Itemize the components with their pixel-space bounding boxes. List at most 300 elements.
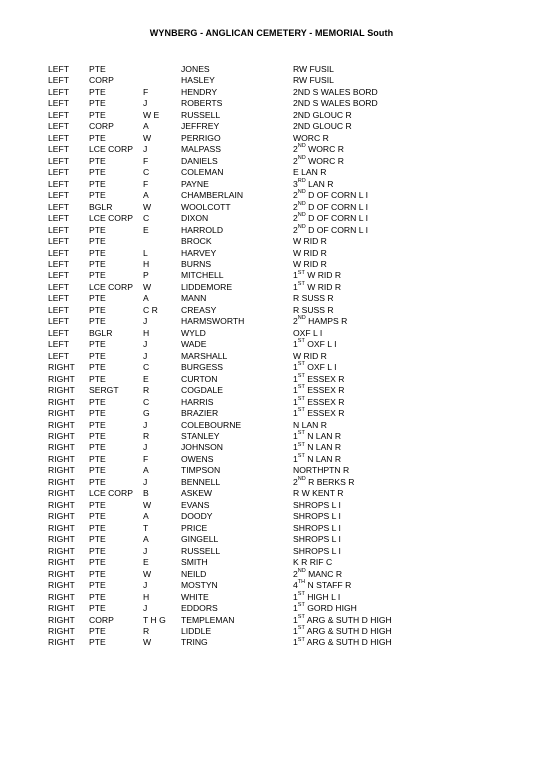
rank: PTE bbox=[89, 603, 106, 614]
initials: C bbox=[143, 362, 150, 373]
regiment bbox=[293, 167, 326, 178]
roster-row bbox=[0, 64, 543, 75]
regiment bbox=[293, 156, 344, 167]
regiment bbox=[293, 500, 341, 511]
surname: JONES bbox=[181, 64, 210, 74]
regiment-name: ARG & SUTH D HIGH bbox=[306, 614, 392, 625]
regiment-name: W RID R bbox=[293, 247, 327, 258]
memorial-side: RIGHT bbox=[48, 476, 75, 487]
regiment bbox=[293, 316, 347, 327]
surname: RUSSELL bbox=[181, 545, 221, 556]
rank: PTE bbox=[89, 293, 106, 304]
surname: CHAMBERLAIN bbox=[181, 190, 244, 201]
regiment bbox=[293, 477, 354, 488]
surname: JEFFREY bbox=[181, 121, 220, 132]
roster-row bbox=[0, 351, 543, 362]
memorial-side: RIGHT bbox=[48, 442, 75, 453]
battalion-number: 2 bbox=[293, 316, 298, 327]
regiment bbox=[293, 626, 392, 637]
regiment bbox=[293, 64, 334, 75]
battalion-number: 1 bbox=[293, 362, 298, 373]
surname: OWENS bbox=[181, 453, 214, 464]
roster-row bbox=[0, 477, 543, 488]
page-title: WYNBERG - ANGLICAN CEMETERY - MEMORIAL South bbox=[149, 28, 394, 38]
regiment bbox=[293, 523, 341, 534]
regiment-name: R SUSS R bbox=[293, 304, 334, 315]
surname: TRING bbox=[181, 637, 208, 648]
initials: W bbox=[143, 132, 152, 143]
rank: PTE bbox=[89, 316, 106, 327]
memorial-side: RIGHT bbox=[48, 603, 75, 614]
ordinal-suffix: ST bbox=[297, 602, 305, 609]
memorial-side: LEFT bbox=[48, 281, 70, 292]
roster-row bbox=[0, 248, 543, 259]
roster-row bbox=[0, 225, 543, 236]
initials: J bbox=[143, 545, 148, 556]
initials: J bbox=[143, 580, 148, 591]
initials: F bbox=[143, 155, 149, 166]
regiment-name: ESSEX R bbox=[307, 385, 345, 396]
regiment bbox=[293, 110, 352, 121]
initials: J bbox=[143, 476, 148, 487]
rank: PTE bbox=[89, 132, 106, 143]
rank: PTE bbox=[89, 580, 106, 591]
initials: J bbox=[143, 98, 148, 109]
ordinal-suffix: ST bbox=[297, 590, 305, 597]
roster-row bbox=[0, 374, 543, 385]
regiment-name: W RID R bbox=[293, 236, 327, 247]
roster-row bbox=[0, 121, 543, 132]
memorial-side: RIGHT bbox=[48, 362, 75, 373]
memorial-side: LEFT bbox=[48, 167, 70, 178]
battalion-number: 2 bbox=[293, 144, 298, 155]
surname: COGDALE bbox=[181, 385, 224, 396]
memorial-side: LEFT bbox=[48, 316, 70, 327]
initials: F bbox=[143, 453, 149, 464]
rank: PTE bbox=[89, 339, 106, 350]
rank: PTE bbox=[89, 419, 106, 430]
regiment bbox=[293, 236, 327, 247]
regiment-name: E LAN R bbox=[293, 167, 327, 178]
ordinal-suffix: ND bbox=[297, 200, 306, 207]
surname: NEILD bbox=[181, 568, 207, 579]
regiment bbox=[293, 121, 352, 132]
regiment-name: 2ND S WALES BORD bbox=[293, 98, 378, 109]
regiment-name: SHROPS L I bbox=[293, 545, 341, 556]
regiment-name: D OF CORN L I bbox=[308, 213, 368, 224]
initials: H bbox=[143, 591, 150, 602]
regiment bbox=[293, 603, 357, 614]
surname: CREASY bbox=[181, 304, 217, 315]
surname: BURGESS bbox=[181, 362, 224, 373]
regiment-name: W RID R bbox=[293, 350, 327, 361]
regiment-name: K R RIF C bbox=[293, 557, 333, 568]
battalion-number: 2 bbox=[293, 201, 298, 212]
surname: EDDORS bbox=[181, 603, 218, 614]
regiment-name: OXF L I bbox=[307, 339, 337, 350]
roster-row bbox=[0, 259, 543, 270]
surname: HARRIS bbox=[181, 396, 214, 407]
rank: LCE CORP bbox=[89, 281, 133, 292]
memorial-roster bbox=[0, 64, 543, 649]
regiment bbox=[293, 259, 327, 270]
regiment bbox=[293, 454, 341, 465]
roster-row bbox=[0, 397, 543, 408]
surname: MARSHALL bbox=[181, 350, 228, 361]
ordinal-suffix: ST bbox=[297, 430, 305, 437]
memorial-side: RIGHT bbox=[48, 522, 75, 533]
battalion-number: 1 bbox=[293, 270, 298, 281]
initials: T bbox=[143, 522, 149, 533]
battalion-number: 1 bbox=[293, 591, 298, 602]
regiment-name: RW FUSIL bbox=[293, 75, 334, 86]
regiment-name: RW FUSIL bbox=[293, 64, 334, 74]
surname: PERRIGO bbox=[181, 132, 221, 143]
initials: A bbox=[143, 190, 149, 201]
initials: F bbox=[143, 86, 149, 97]
memorial-side: LEFT bbox=[48, 75, 70, 86]
regiment-name: ESSEX R bbox=[307, 373, 345, 384]
initials: W bbox=[143, 201, 152, 212]
roster-row bbox=[0, 580, 543, 591]
memorial-side: RIGHT bbox=[48, 453, 75, 464]
regiment-name: OXF L I bbox=[307, 362, 337, 373]
battalion-number: 1 bbox=[293, 625, 298, 636]
roster-row bbox=[0, 454, 543, 465]
rank: CORP bbox=[89, 75, 114, 86]
surname: EVANS bbox=[181, 499, 210, 510]
roster-row bbox=[0, 534, 543, 545]
surname: ROBERTS bbox=[181, 98, 223, 109]
regiment-name: N LAN R bbox=[293, 419, 327, 430]
regiment bbox=[293, 190, 368, 201]
initials: A bbox=[143, 121, 149, 132]
ordinal-suffix: ST bbox=[297, 407, 305, 414]
roster-row bbox=[0, 465, 543, 476]
surname: ASKEW bbox=[181, 488, 213, 499]
roster-row bbox=[0, 557, 543, 568]
memorial-side: RIGHT bbox=[48, 385, 75, 396]
initials: B bbox=[143, 488, 149, 499]
surname: JOHNSON bbox=[181, 442, 224, 453]
surname: TIMPSON bbox=[181, 465, 221, 476]
regiment-name: HAMPS R bbox=[308, 316, 348, 327]
regiment-name: SHROPS L I bbox=[293, 499, 341, 510]
battalion-number: 3 bbox=[293, 178, 298, 189]
rank: PTE bbox=[89, 499, 106, 510]
surname: STANLEY bbox=[181, 431, 220, 441]
rank: PTE bbox=[89, 431, 106, 441]
surname: DANIELS bbox=[181, 155, 218, 166]
surname: LIDDEMORE bbox=[181, 281, 233, 292]
memorial-side: RIGHT bbox=[48, 625, 75, 636]
regiment-name: WORC R bbox=[308, 155, 344, 166]
roster-row bbox=[0, 110, 543, 121]
rank: PTE bbox=[89, 408, 106, 419]
regiment bbox=[293, 87, 378, 98]
surname: MANN bbox=[181, 293, 207, 304]
rank: PTE bbox=[89, 557, 106, 568]
regiment-name: 2ND GLOUC R bbox=[293, 121, 352, 132]
surname: DOODY bbox=[181, 511, 213, 522]
roster-row bbox=[0, 385, 543, 396]
regiment-name: SHROPS L I bbox=[293, 534, 341, 545]
roster-row bbox=[0, 511, 543, 522]
initials: C bbox=[143, 213, 150, 224]
battalion-number: 1 bbox=[293, 373, 298, 384]
ordinal-suffix: ST bbox=[297, 281, 305, 288]
battalion-number: 2 bbox=[293, 190, 298, 201]
surname: COLEBOURNE bbox=[181, 419, 242, 430]
roster-row bbox=[0, 144, 543, 155]
regiment-name: N STAFF R bbox=[307, 580, 352, 591]
regiment-name: ARG & SUTH D HIGH bbox=[306, 625, 392, 636]
initials: J bbox=[143, 144, 148, 155]
roster-row bbox=[0, 87, 543, 98]
memorial-side: LEFT bbox=[48, 121, 70, 132]
roster-row bbox=[0, 592, 543, 603]
regiment bbox=[293, 75, 334, 86]
regiment-name: MANC R bbox=[308, 568, 343, 579]
regiment-name: D OF CORN L I bbox=[308, 201, 368, 212]
ordinal-suffix: ST bbox=[297, 636, 305, 643]
surname: MOSTYN bbox=[181, 580, 218, 591]
initials: W bbox=[143, 568, 152, 579]
roster-row bbox=[0, 442, 543, 453]
regiment-name: D OF CORN L I bbox=[308, 224, 368, 235]
rank: PTE bbox=[89, 270, 106, 281]
memorial-side: LEFT bbox=[48, 350, 70, 361]
initials: A bbox=[143, 511, 149, 522]
regiment bbox=[293, 534, 341, 545]
regiment-name: N LAN R bbox=[307, 442, 342, 453]
battalion-number: 1 bbox=[293, 431, 298, 441]
memorial-side: RIGHT bbox=[48, 373, 75, 384]
battalion-number: 1 bbox=[293, 453, 298, 464]
roster-row bbox=[0, 339, 543, 350]
roster-row bbox=[0, 637, 543, 648]
initials: W E bbox=[143, 109, 160, 120]
rank: PTE bbox=[89, 373, 106, 384]
ordinal-suffix: ST bbox=[297, 384, 305, 391]
initials: L bbox=[143, 247, 148, 258]
rank: PTE bbox=[89, 350, 106, 361]
rank: PTE bbox=[89, 534, 106, 545]
initials: G bbox=[143, 408, 150, 419]
roster-row bbox=[0, 316, 543, 327]
regiment-name: NORTHPTN R bbox=[293, 465, 350, 476]
memorial-side: LEFT bbox=[48, 190, 70, 201]
surname: WADE bbox=[181, 339, 207, 350]
battalion-number: 1 bbox=[293, 281, 298, 292]
memorial-side: RIGHT bbox=[48, 408, 75, 419]
memorial-side: RIGHT bbox=[48, 488, 75, 499]
memorial-side: LEFT bbox=[48, 258, 70, 269]
regiment bbox=[293, 98, 378, 109]
roster-row bbox=[0, 362, 543, 373]
ordinal-suffix: ST bbox=[297, 361, 305, 368]
initials: J bbox=[143, 419, 148, 430]
memorial-side: LEFT bbox=[48, 86, 70, 97]
rank: SERGT bbox=[89, 385, 119, 396]
ordinal-suffix: ST bbox=[297, 395, 305, 402]
memorial-side: RIGHT bbox=[48, 465, 75, 476]
surname: MITCHELL bbox=[181, 270, 224, 281]
regiment-name: R SUSS R bbox=[293, 293, 334, 304]
battalion-number: 1 bbox=[293, 637, 298, 648]
memorial-side: LEFT bbox=[48, 98, 70, 109]
initials: J bbox=[143, 316, 148, 327]
roster-row bbox=[0, 626, 543, 637]
memorial-side: RIGHT bbox=[48, 557, 75, 568]
surname: RUSSELL bbox=[181, 109, 221, 120]
initials: A bbox=[143, 465, 149, 476]
memorial-side: RIGHT bbox=[48, 499, 75, 510]
initials: J bbox=[143, 442, 148, 453]
initials: C bbox=[143, 396, 150, 407]
ordinal-suffix: ND bbox=[297, 315, 306, 322]
roster-row bbox=[0, 615, 543, 626]
memorial-side: LEFT bbox=[48, 339, 70, 350]
surname: COLEMAN bbox=[181, 167, 224, 178]
regiment-name: R BERKS R bbox=[308, 476, 355, 487]
ordinal-suffix: ST bbox=[297, 453, 305, 460]
initials: E bbox=[143, 224, 149, 235]
initials: P bbox=[143, 270, 149, 281]
initials: H bbox=[143, 258, 150, 269]
initials: J bbox=[143, 350, 148, 361]
rank: PTE bbox=[89, 190, 106, 201]
surname: HARVEY bbox=[181, 247, 217, 258]
memorial-side: LEFT bbox=[48, 132, 70, 143]
rank: PTE bbox=[89, 155, 106, 166]
regiment bbox=[293, 362, 337, 373]
regiment-name: GORD HIGH bbox=[307, 603, 357, 614]
surname: CURTON bbox=[181, 373, 218, 384]
rank: LCE CORP bbox=[89, 144, 133, 155]
ordinal-suffix: ND bbox=[297, 567, 306, 574]
roster-row bbox=[0, 236, 543, 247]
initials: W bbox=[143, 637, 152, 648]
surname: BROCK bbox=[181, 236, 212, 247]
roster-row bbox=[0, 156, 543, 167]
roster-row bbox=[0, 328, 543, 339]
ordinal-suffix: RD bbox=[297, 177, 306, 184]
memorial-side: LEFT bbox=[48, 64, 70, 74]
roster-row bbox=[0, 98, 543, 109]
initials: R bbox=[143, 385, 150, 396]
regiment bbox=[293, 580, 351, 591]
rank: BGLR bbox=[89, 327, 113, 338]
memorial-side: RIGHT bbox=[48, 545, 75, 556]
regiment bbox=[293, 546, 341, 557]
initials: E bbox=[143, 373, 149, 384]
rank: LCE CORP bbox=[89, 488, 133, 499]
roster-row bbox=[0, 270, 543, 281]
regiment bbox=[293, 488, 343, 499]
memorial-side: RIGHT bbox=[48, 637, 75, 648]
ordinal-suffix: ST bbox=[297, 338, 305, 345]
regiment-name: OXF L I bbox=[293, 327, 323, 338]
rank: PTE bbox=[89, 511, 106, 522]
rank: PTE bbox=[89, 625, 106, 636]
ordinal-suffix: ND bbox=[297, 143, 306, 150]
regiment-name: HIGH L I bbox=[307, 591, 341, 602]
ordinal-suffix: ND bbox=[297, 189, 306, 196]
regiment-name: WORC R bbox=[293, 132, 329, 143]
ordinal-suffix: ST bbox=[297, 441, 305, 448]
regiment bbox=[293, 225, 368, 236]
surname: HASLEY bbox=[181, 75, 215, 86]
ordinal-suffix: ND bbox=[297, 154, 306, 161]
battalion-number: 2 bbox=[293, 476, 298, 487]
battalion-number: 1 bbox=[293, 339, 298, 350]
memorial-side: RIGHT bbox=[48, 431, 75, 441]
surname: TEMPLEMAN bbox=[181, 614, 235, 625]
roster-row bbox=[0, 431, 543, 442]
memorial-side: LEFT bbox=[48, 293, 70, 304]
surname: SMITH bbox=[181, 557, 208, 568]
regiment-name: WORC R bbox=[308, 144, 344, 155]
regiment bbox=[293, 408, 344, 419]
battalion-number: 1 bbox=[293, 385, 298, 396]
memorial-side: LEFT bbox=[48, 155, 70, 166]
memorial-side: LEFT bbox=[48, 304, 70, 315]
rank: PTE bbox=[89, 637, 106, 648]
surname: HARROLD bbox=[181, 224, 224, 235]
memorial-side: LEFT bbox=[48, 213, 70, 224]
rank: PTE bbox=[89, 304, 106, 315]
ordinal-suffix: ST bbox=[297, 372, 305, 379]
ordinal-suffix: ND bbox=[297, 212, 306, 219]
memorial-side: RIGHT bbox=[48, 534, 75, 545]
ordinal-suffix: ST bbox=[297, 625, 305, 632]
battalion-number: 2 bbox=[293, 213, 298, 224]
ordinal-suffix: TH bbox=[297, 579, 306, 586]
roster-row bbox=[0, 603, 543, 614]
battalion-number: 1 bbox=[293, 396, 298, 407]
battalion-number: 2 bbox=[293, 155, 298, 166]
regiment bbox=[293, 511, 341, 522]
initials: R bbox=[143, 625, 150, 636]
regiment bbox=[293, 339, 337, 350]
regiment-name: LAN R bbox=[308, 178, 334, 189]
rank: PTE bbox=[89, 224, 106, 235]
rank: PTE bbox=[89, 442, 106, 453]
regiment-name: SHROPS L I bbox=[293, 511, 341, 522]
initials: A bbox=[143, 293, 149, 304]
rank: PTE bbox=[89, 98, 106, 109]
rank: PTE bbox=[89, 568, 106, 579]
regiment bbox=[293, 282, 341, 293]
surname: DIXON bbox=[181, 213, 209, 224]
memorial-side: LEFT bbox=[48, 109, 70, 120]
ordinal-suffix: ND bbox=[297, 223, 306, 230]
battalion-number: 1 bbox=[293, 614, 298, 625]
roster-row bbox=[0, 190, 543, 201]
roster-row bbox=[0, 202, 543, 213]
initials: J bbox=[143, 603, 148, 614]
ordinal-suffix: ND bbox=[297, 476, 306, 483]
regiment-name: ESSEX R bbox=[307, 396, 345, 407]
rank: PTE bbox=[89, 545, 106, 556]
regiment-name: D OF CORN L I bbox=[308, 190, 368, 201]
regiment bbox=[293, 637, 392, 648]
memorial-side: LEFT bbox=[48, 144, 70, 155]
rank: CORP bbox=[89, 121, 114, 132]
ordinal-suffix: ST bbox=[297, 613, 305, 620]
roster-row bbox=[0, 167, 543, 178]
